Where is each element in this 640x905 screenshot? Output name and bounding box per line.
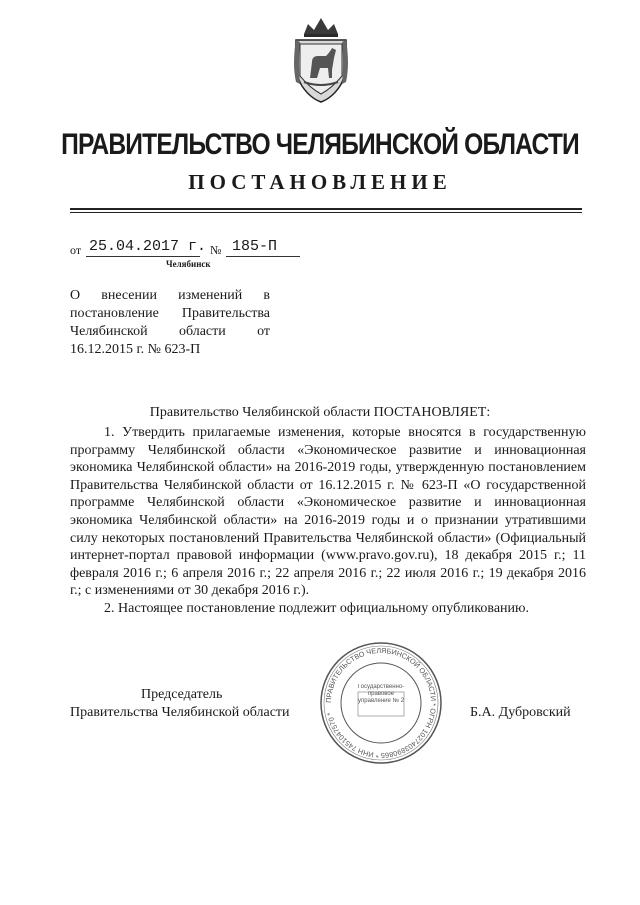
document-title: О внесении изменений в постановление Правительства Челябинской области от 16.12.2015 г. № 623-П <box>70 288 270 357</box>
number-prefix: № <box>210 243 222 257</box>
organization-name: ПРАВИТЕЛЬСТВО ЧЕЛЯБИНСКОЙ ОБЛАСТИ <box>61 128 579 161</box>
header-divider <box>70 208 582 210</box>
document-date: 25.04.2017 г. <box>89 238 207 255</box>
seal-ring-text: ПРАВИТЕЛЬСТВО ЧЕЛЯБИНСКОЙ ОБЛАСТИ * ОГРН 1027403890865 * ИНН 7451047570 * <box>323 645 439 761</box>
date-underline <box>86 256 200 257</box>
number-underline <box>226 256 300 257</box>
coat-of-arms-emblem <box>290 14 352 104</box>
document-number: 185-П <box>232 238 278 255</box>
resolution-intro: Правительство Челябинской области ПОСТАНОВЛЯЕТ: <box>149 405 491 420</box>
signatory-name: Б.А. Дубровский <box>470 705 571 720</box>
official-seal <box>318 640 444 766</box>
paragraph-1: 1. Утвердить прилагаемые изменения, которые вносятся в государственную программу Челябинской области «Экономическое развитие и инновационная экономика Челябинской области» на 2016-2019 годы, утвержденную постановлением Правительства Челябинской области от 16.12.2015 г. № 623-П «О государственной программе Челябинской области «Экономическое развитие и инновационная экономика Челябинской области» на 2016-2019 годы и о признании утратившими силу некоторых постановлений Правительства Челябинской области» (Официальный интернет-портал правовой информации (www.pravo.gov.ru), 18 декабря 2015 г.; 11 февраля 2016 г.; 6 апреля 2016 г.; 22 апреля 2016 г.; 22 июля 2016 г.; 19 декабря 2016 г.; с изменениями от 30 декабря 2016 г.). <box>70 425 586 599</box>
seal-center-text: Государственно-правовое управление № 2 <box>357 684 405 704</box>
document-body <box>70 424 586 618</box>
document-type: ПОСТАНОВЛЕНИЕ <box>188 170 452 194</box>
signatory-organization: Правительства Челябинской области <box>70 705 290 720</box>
paragraph-2: 2. Настоящее постановление подлежит официальному опубликованию. <box>104 600 529 616</box>
signatory-title: Председатель <box>141 687 223 702</box>
date-prefix: от <box>70 243 82 257</box>
city-name: Челябинск <box>166 259 211 269</box>
header-divider-thin <box>70 212 582 213</box>
